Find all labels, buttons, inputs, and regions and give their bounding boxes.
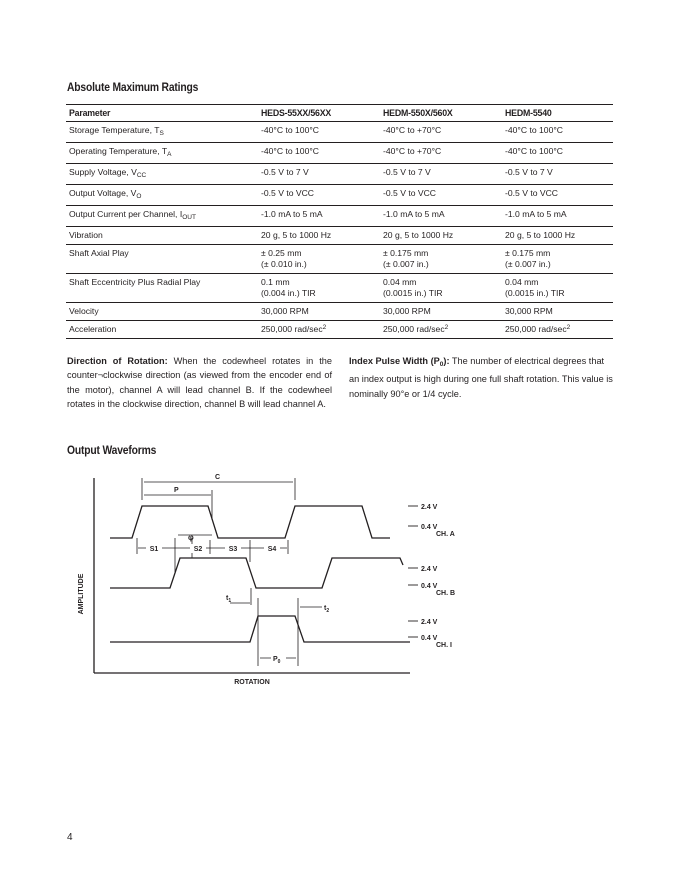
- ch-i-high-label: 2.4 V: [421, 619, 438, 626]
- value-cell: -40°C to +70°C: [383, 146, 442, 156]
- value-cell: -0.5 V to 7 V: [261, 167, 309, 177]
- index-pulse-paragraph: [349, 354, 615, 401]
- table-row: [66, 303, 613, 321]
- value-cell: ± 0.175 mm (± 0.007 in.): [383, 248, 429, 269]
- output-waveforms-diagram: [70, 470, 590, 690]
- value-cell: -40°C to 100°C: [261, 146, 319, 156]
- x-axis-label: ROTATION: [234, 679, 270, 686]
- dim-t2-label: $t_2$: [324, 605, 330, 614]
- parameter-cell: Velocity: [69, 306, 99, 316]
- value-cell: -40°C to 100°C: [505, 146, 563, 156]
- value-cell: 20 g, 5 to 1000 Hz: [505, 230, 576, 240]
- value-cell: 20 g, 5 to 1000 Hz: [383, 230, 454, 240]
- dim-s1-label: S1: [149, 546, 159, 553]
- col-header-heds: HEDS-55XX/56XX: [261, 108, 332, 118]
- table-body: [66, 122, 613, 339]
- ratings-title: Absolute Maximum Ratings: [67, 80, 199, 94]
- value-cell: ± 0.25 mm (± 0.010 in.): [261, 248, 307, 269]
- dim-p0-label: $P_0$: [273, 656, 281, 665]
- parameter-cell: Output Voltage, $V_O$: [69, 188, 142, 200]
- direction-of-rotation-paragraph: [67, 354, 332, 411]
- value-cell: ± 0.175 mm (± 0.007 in.): [505, 248, 551, 269]
- value-cell: 30,000 RPM: [505, 306, 553, 316]
- ratings-table: [66, 104, 613, 339]
- value-cell: -0.5 V to VCC: [505, 188, 559, 198]
- table-row: [66, 321, 613, 339]
- index-pulse-text: The number of electrical degrees that an index output is high during one full shaft rotation. This value is nominally 90°e or 1/4 cycle.: [349, 356, 613, 399]
- value-cell: -1.0 mA to 5 mA: [261, 209, 323, 219]
- table-row: [66, 245, 613, 274]
- channel-i-waveform: [110, 616, 410, 642]
- ch-b-high-label: 2.4 V: [421, 566, 438, 573]
- y-axis-label: AMPLITUDE: [78, 573, 85, 615]
- ch-b-low-label: 0.4 V: [421, 583, 438, 590]
- dim-s4-label: S4: [267, 546, 277, 553]
- value-cell: 0.04 mm (0.0015 in.) TIR: [383, 277, 443, 298]
- dim-t1-label: $t_1$: [226, 595, 232, 604]
- dim-p-label: P: [174, 487, 179, 494]
- table-row: [66, 143, 613, 164]
- dim-s2-label: S2: [193, 546, 203, 553]
- value-cell: -40°C to 100°C: [505, 125, 563, 135]
- table-row: [66, 206, 613, 227]
- col-header-parameter: Parameter: [69, 108, 111, 118]
- parameter-cell: Storage Temperature, $T_S$: [69, 125, 164, 137]
- ch-i-low-label: 0.4 V: [421, 635, 438, 642]
- value-cell: -40°C to +70°C: [383, 125, 442, 135]
- value-cell: -0.5 V to 7 V: [383, 167, 431, 177]
- value-cell: 30,000 RPM: [383, 306, 431, 316]
- parameter-cell: Vibration: [69, 230, 103, 240]
- parameter-cell: Acceleration: [69, 324, 117, 334]
- col-header-hedm550x: HEDM-550X/560X: [383, 108, 453, 118]
- ch-i-label: CH. I: [436, 642, 452, 649]
- dim-phi-label: φ: [188, 533, 194, 542]
- value-cell: -1.0 mA to 5 mA: [383, 209, 445, 219]
- value-cell: 250,000 rad/$\sec^2$: [505, 324, 571, 334]
- table-row: [66, 122, 613, 143]
- value-cell: 250,000 rad/$\sec^2$: [383, 324, 449, 334]
- parameter-cell: Supply Voltage, $V_{CC}$: [69, 167, 147, 179]
- page-number: 4: [67, 832, 73, 843]
- index-pulse-label: Index Pulse Width $(P_0)$:: [349, 356, 450, 368]
- parameter-cell: Shaft Eccentricity Plus Radial Play: [69, 277, 201, 287]
- table-row: [66, 185, 613, 206]
- table-row: [66, 227, 613, 245]
- value-cell: 0.1 mm (0.004 in.) TIR: [261, 277, 316, 298]
- channel-b-waveform: [110, 558, 403, 588]
- waveforms-title: Output Waveforms: [67, 443, 157, 457]
- value-cell: 250,000 rad/$\sec^2$: [261, 324, 327, 334]
- value-cell: -0.5 V to 7 V: [505, 167, 553, 177]
- value-cell: -0.5 V to VCC: [261, 188, 315, 198]
- value-cell: -40°C to 100°C: [261, 125, 319, 135]
- direction-label: Direction of Rotation:: [67, 356, 168, 366]
- ch-b-label: CH. B: [436, 590, 456, 597]
- direction-text: When the codewheel rotates in the counter¬clockwise direction (as viewed from the encoder end of the motor), channel A will lead channel B. If the codewheel rotates in the clockwise direction, channel B will lead channel A.: [67, 356, 332, 409]
- channel-a-waveform: [110, 506, 390, 538]
- ch-a-label: CH. A: [436, 531, 455, 538]
- dim-s3-label: S3: [228, 546, 238, 553]
- parameter-cell: Shaft Axial Play: [69, 248, 129, 258]
- value-cell: -0.5 V to VCC: [383, 188, 437, 198]
- value-cell: 20 g, 5 to 1000 Hz: [261, 230, 332, 240]
- table-row: [66, 274, 613, 303]
- ch-a-low-label: 0.4 V: [421, 524, 438, 531]
- col-header-hedm5540: HEDM-5540: [505, 108, 552, 118]
- ch-a-high-label: 2.4 V: [421, 504, 438, 511]
- value-cell: 0.04 mm (0.0015 in.) TIR: [505, 277, 565, 298]
- dim-c-label: C: [215, 474, 221, 481]
- table-row: [66, 164, 613, 185]
- parameter-cell: Operating Temperature, $T_A$: [69, 146, 172, 158]
- value-cell: -1.0 mA to 5 mA: [505, 209, 567, 219]
- table-header-row: [66, 105, 613, 122]
- value-cell: 30,000 RPM: [261, 306, 309, 316]
- parameter-cell: Output Current per Channel, $I_{OUT}$: [69, 209, 196, 221]
